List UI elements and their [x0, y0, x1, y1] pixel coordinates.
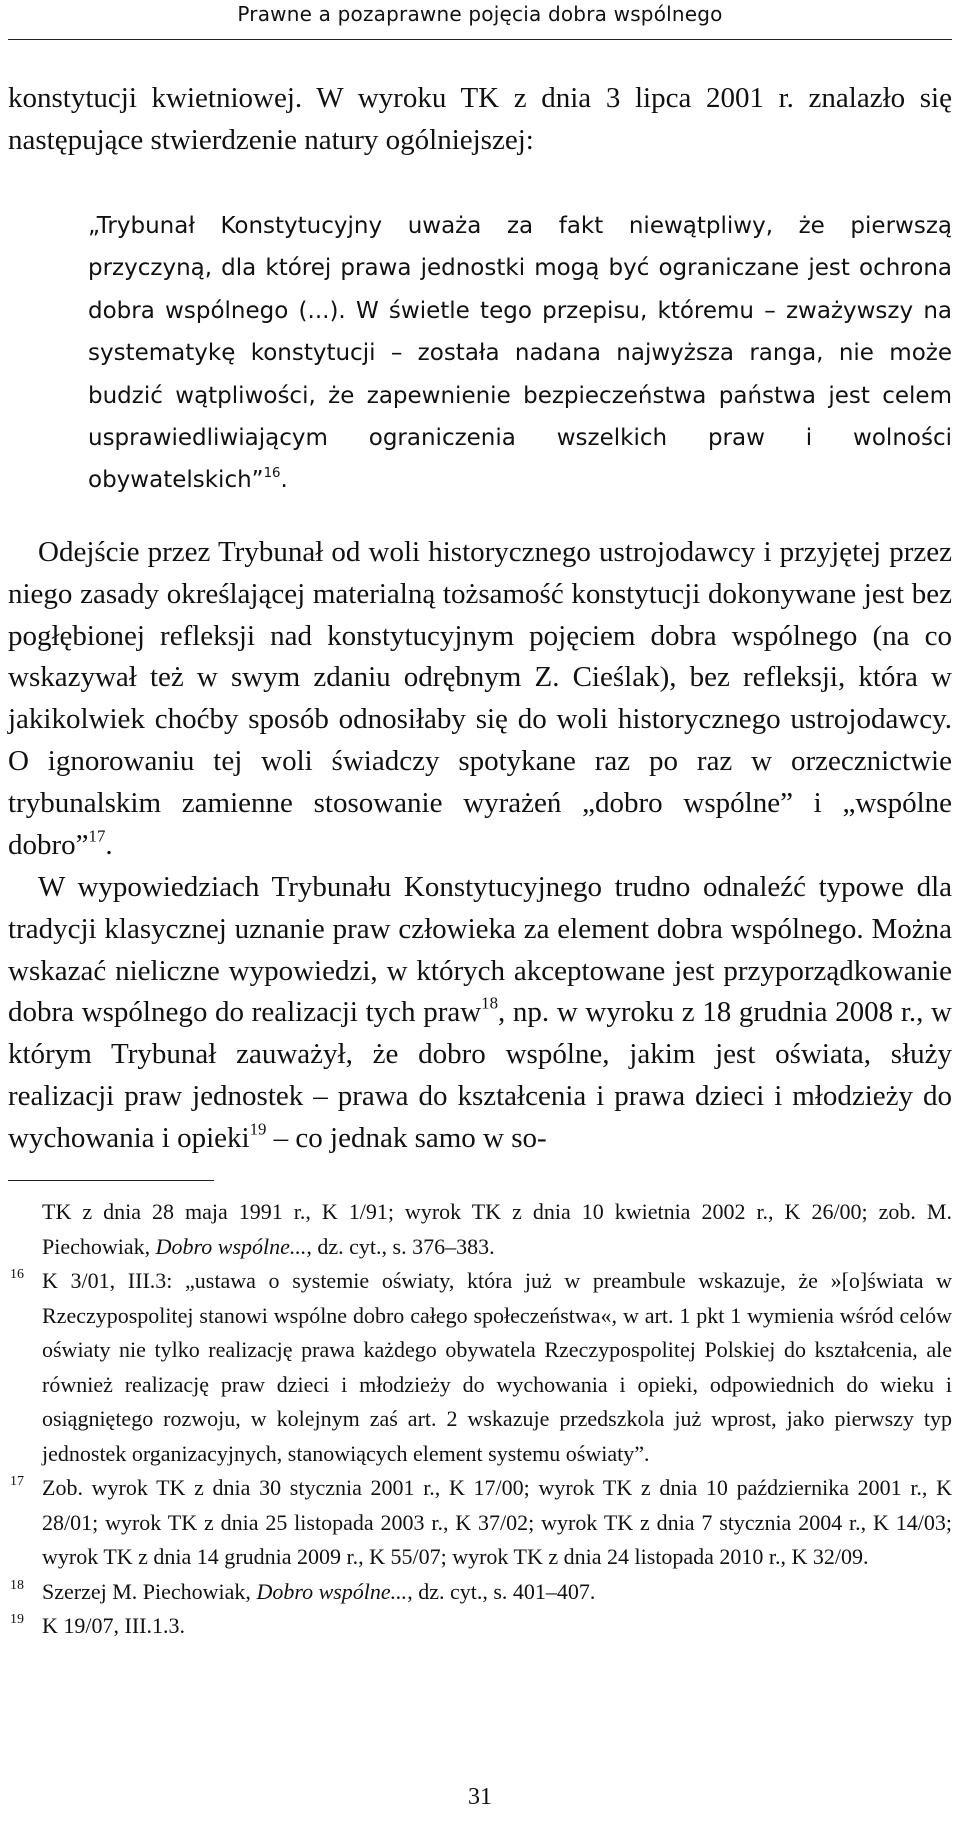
footnote-19 — [8, 1609, 952, 1644]
header-divider — [8, 39, 952, 40]
footnote-text: K 3/01, III.3: „ustawa o systemie oświaty, która już w preambule wskazuje, że »[o]światа w Rzeczypospolitej stanowi wspólne dobro całego społeczeństwa«, w art. 1 pkt 1 wymienia wśród celów oświaty nie tylko realizację prawa każdego obywatela Rzeczypospolitej Polskiej do kształcenia, ale również realizację praw dzieci i młodzieży do wychowania i opieki, odpowiednich do wieku i osiągniętego rozwoju, w kolejnym zaś art. 2 wskazuje przedszkola już wprost, jako pierwszy typ jednostek organizacyjnych, stanowiących element systemu oświaty”. — [42, 1268, 952, 1466]
footnote-ref-18[interactable]: 18 — [481, 993, 498, 1013]
footnote-tail: , dz. cyt., s. 401–407. — [407, 1578, 596, 1604]
footnote-continued — [8, 1195, 952, 1264]
para2-text-1: W wypowiedziach Trybunału Konstytucyjnego trudno odnaleźć typowe dla tradycji klasycznej uznanie praw człowieka za element dobra wspólnego. Można wskazać nieliczne wypowiedzi, w których akceptowane jest przyporządkowanie dobra wspólnego do realizacji tych praw — [8, 871, 952, 1029]
footnote-text: K 19/07, III.1.3. — [42, 1613, 185, 1638]
para2-text-3: – co jednak samo w so- — [266, 1121, 547, 1154]
footnote-text: Zob. wyrok TK z dnia 30 stycznia 2001 r., K 17/00; wyrok TK z dnia 10 października 2001 r., K 28/01; wyrok TK z dnia 25 listopada 2003 r., K 37/02; wyrok TK z dnia 7 stycznia 2004 r., K 14/03; wyrok TK z dnia 14 grudnia 2009 r., K 55/07; wyrok TK z dnia 24 listopada 2010 r., K 32/09. — [42, 1475, 952, 1569]
footnote-number: 16 — [10, 1267, 24, 1282]
footnote-number: 18 — [10, 1577, 24, 1593]
running-header: Prawne a pozaprawne pojęcia dobra wspólnego — [237, 2, 723, 26]
footnote-number: 19 — [10, 1612, 24, 1627]
footnote-title: Dobro wspólne... — [256, 1578, 408, 1604]
block-quote — [88, 205, 952, 502]
para1-end: . — [105, 828, 113, 861]
quote-text: „Trybunał Konstytucyjny uważa za fakt niewątpliwy, że pierwszą przyczyną, dla której prawa jednostki mogą być ograniczane jest ochrona dobra wspólnego (...). W świetle tego przepisu, któremu – zważywszy na systematykę konstytucji – została nadana najwyższa ranga, nie może budzić wątpliwości, że zapewnienie bezpieczeństwa państwa jest celem usprawiedliwiającym ograniczenia wszelkich praw i wolności obywatelskich” — [88, 213, 952, 494]
footnote-ref-16[interactable]: 16 — [263, 466, 281, 482]
footnote-continued-title: Dobro wspólne... — [155, 1233, 307, 1259]
footnote-divider — [8, 1180, 214, 1181]
footnote-18 — [8, 1575, 952, 1610]
body-paragraph-2 — [8, 867, 952, 1160]
footnote-continued-text: TK z dnia 28 maja 1991 r., K 1/91; wyrok TK z dnia 10 kwietnia 2002 r., K 26/00; zob. M. Piechowiak, — [42, 1199, 952, 1259]
footnote-number: 17 — [10, 1474, 24, 1489]
page-number: 31 — [468, 1784, 492, 1810]
para1-text: Odejście przez Trybunał od woli historycznego ustrojodawcy i przyjętej przez niego zasady określającej materialną tożsamość konstytucji dokonywane jest bez pogłębionej refleksji nad konstytucyjnym pojęciem dobra wspólnego (na co wskazywał też w swym zdaniu odrębnym Z. Cieślak), bez refleksji, która w jakikolwiek choćby sposób odnosiłaby się do woli historycznego ustrojodawcy. O ignorowaniu tej woli świadczy spotykane raz po raz w orzecznictwie trybunalskim zamienne stosowanie wyrażeń „dobro wspólne” i „wspólne dobro” — [8, 536, 952, 861]
footnote-17 — [8, 1471, 952, 1575]
footnote-text: Szerzej M. Piechowiak, — [42, 1578, 257, 1604]
quote-end: . — [280, 467, 288, 494]
footnote-16 — [8, 1264, 952, 1471]
intro-paragraph: konstytucji kwietniowej. W wyroku TK z dnia 3 lipca 2001 r. znalazło się następujące stwierdzenie natury ogólniejszej: — [8, 82, 952, 156]
para2-text-2: , np. w wyroku z 18 grudnia 2008 r., w którym Trybunał zauważył, że dobro wspólne, jakim jest oświata, służy realizacji praw jednostek – prawa do kształcenia i prawa dzieci i młodzieży do wychowania i opieki — [8, 996, 952, 1154]
body-paragraph-1 — [8, 532, 952, 866]
footnote-ref-17[interactable]: 17 — [88, 825, 106, 845]
footnotes-section — [8, 1195, 952, 1644]
footnote-continued-tail: , dz. cyt., s. 376–383. — [306, 1233, 495, 1259]
footnote-ref-19[interactable]: 19 — [249, 1119, 267, 1139]
